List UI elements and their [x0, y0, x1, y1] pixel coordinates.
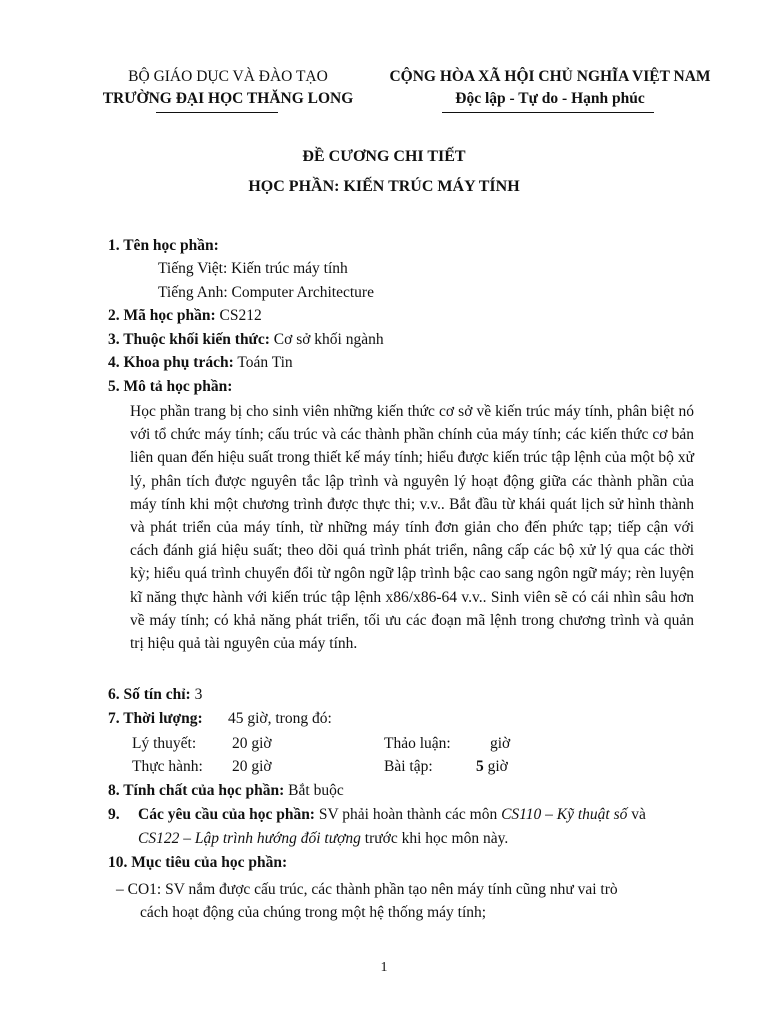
practice-hours: 20 giờ — [232, 758, 272, 775]
exercise-hours-number: 5 — [476, 758, 484, 775]
section-7-heading: 7. Thời lượng: — [108, 710, 203, 727]
section-9-heading: Các yêu cầu của học phần: — [138, 806, 315, 823]
section-8-heading: 8. Tính chất của học phần: — [108, 782, 285, 799]
course-name-vietnamese: Tiếng Việt: Kiến trúc máy tính — [158, 260, 348, 277]
section-9-number: 9. — [108, 806, 120, 823]
section-4 — [108, 352, 293, 374]
theory-hours: 20 giờ — [232, 735, 272, 752]
national-header — [368, 66, 732, 110]
section-4-heading: 4. Khoa phụ trách: — [108, 354, 234, 371]
objective-co1-line-2: cách hoạt động của chúng trong một hệ thống máy tính; — [140, 904, 487, 921]
section-3-heading: 3. Thuộc khối kiến thức: — [108, 331, 270, 348]
section-9-line-1 — [138, 804, 646, 826]
header-divider-right — [442, 112, 654, 113]
page-number: 1 — [380, 960, 388, 975]
exercise-label: Bài tập: — [384, 758, 433, 775]
prerequisite-course-2: CS122 – Lập trình hướng đối tượng — [138, 830, 361, 847]
section-10-heading: 10. Mục tiêu của học phần: — [108, 854, 288, 871]
course-code: CS212 — [215, 307, 262, 324]
duration-total: 45 giờ, trong đó: — [228, 710, 332, 727]
objective-co1-line-1: – CO1: SV nắm được cấu trúc, các thành phần tạo nên máy tính cũng như vai trò — [116, 881, 618, 898]
header-divider-left — [156, 112, 278, 113]
country-name: CỘNG HÒA XÃ HỘI CHỦ NGHĨA VIỆT NAM — [389, 68, 711, 85]
course-description: Học phần trang bị cho sinh viên những kiến thức cơ sở về kiến trúc máy tính, phân biệt nó với tổ chức máy tính; cấu trúc và các thành phần chính của máy tính; các kiến thức cơ bản liên quan đến hiệu suất trong thiết kế máy tính; hiểu được kiến trúc tập lệnh của một bộ xử lý, phân tích được nguyên tắc lập trình và nguyên lý hoạt động giữa các thành phần của máy tính khi một chương trình được thực thi; v.v.. Bắt đầu từ khái quát lịch sử hình thành và phát triển của máy tính, từ những máy tính đơn giản cho đến phức tạp; tiếp cận với cách đánh giá hiệu suất; theo dõi quá trình phát triển, nâng cấp các bộ xử lý qua các thời kỳ; hiểu quá trình chuyển đổi từ ngôn ngữ lập trình bậc cao sang ngôn ngữ máy; rèn luyện kĩ năng thực hành với kiến trúc tập lệnh x86/x86-64 v.v.. Sinh viên sẽ có cái nhìn sâu hơn về máy tính; có khả năng phát triển, tối ưu các đoạn mã lệnh trong chương trình và quản trị hiệu quả tài nguyên của máy tính. — [130, 403, 694, 653]
section-8 — [108, 780, 344, 802]
motto: Độc lập - Tự do - Hạnh phúc — [455, 90, 645, 107]
ministry-header — [80, 66, 376, 110]
prerequisite-text-3: trước khi học môn này. — [360, 830, 509, 847]
document-title: ĐỀ CƯƠNG CHI TIẾT — [302, 148, 466, 165]
practice-label: Thực hành: — [132, 758, 203, 775]
university-name: TRƯỜNG ĐẠI HỌC THĂNG LONG — [102, 90, 354, 107]
section-6 — [108, 684, 202, 706]
course-name-english: Tiếng Anh: Computer Architecture — [158, 284, 374, 301]
section-3 — [108, 329, 384, 351]
course-type: Bắt buộc — [284, 782, 344, 799]
section-5-heading: 5. Mô tả học phần: — [108, 378, 233, 395]
section-1-heading: 1. Tên học phần: — [108, 237, 219, 254]
ministry-name: BỘ GIÁO DỤC VÀ ĐÀO TẠO — [128, 68, 328, 85]
prerequisite-text-2: và — [627, 806, 646, 823]
document-subtitle: HỌC PHẦN: KIẾN TRÚC MÁY TÍNH — [248, 178, 520, 195]
prerequisite-course-1: CS110 – Kỹ thuật số — [501, 806, 628, 823]
department: Toán Tin — [233, 354, 293, 371]
section-2 — [108, 305, 262, 327]
exercise-hours-unit: giờ — [483, 758, 508, 775]
discussion-hours: giờ — [490, 735, 511, 752]
theory-label: Lý thuyết: — [132, 735, 197, 752]
knowledge-block: Cơ sở khối ngành — [269, 331, 384, 348]
section-9-line-2 — [138, 828, 508, 850]
section-2-heading: 2. Mã học phần: — [108, 307, 216, 324]
credits-value: 3 — [190, 686, 203, 703]
exercise-hours — [476, 756, 508, 778]
discussion-label: Thảo luận: — [384, 735, 451, 752]
section-6-heading: 6. Số tín chỉ: — [108, 686, 191, 703]
prerequisite-text-1: SV phải hoàn thành các môn — [314, 806, 502, 823]
